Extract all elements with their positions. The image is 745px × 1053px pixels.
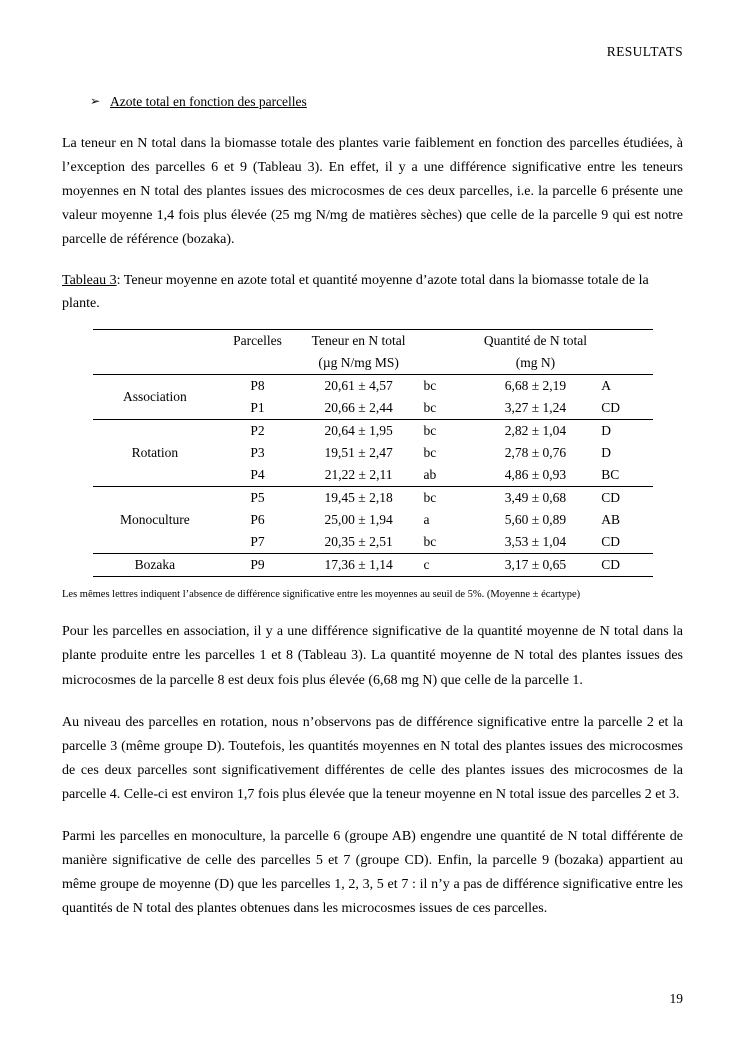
header-parcelles-unit — [217, 352, 297, 375]
header-parcelles: Parcelles — [217, 330, 297, 353]
cell-quantite: 3,53 ± 1,04 — [504, 534, 567, 550]
cell-teneur: 17,36 ± 1,14 — [298, 554, 420, 577]
cell-teneur: 20,61 ± 4,57 — [324, 378, 393, 394]
cell-teneur: 19,45 ± 2,18 — [298, 487, 420, 510]
results-table — [93, 329, 653, 577]
cell-teneur-letter: bc — [423, 534, 437, 550]
cell-quantite: 3,49 ± 0,68 — [474, 487, 598, 510]
header-quantite-unit-spacer — [597, 352, 652, 375]
header-quantite-letter-spacer — [597, 330, 652, 353]
cell-teneur-letter: bc — [423, 445, 437, 461]
group-label: Association — [123, 389, 187, 405]
page-number: 19 — [669, 991, 683, 1006]
table-header-row-2 — [93, 352, 653, 375]
paragraph-4: Parmi les parcelles en monoculture, la parcelle 6 (groupe AB) engendre une quantité de N total différente de manière significative de celle des parcelles 5 et 7 (groupe CD). Enfin, la parcelle 9 (bozaka) appartient au même groupe de moyenne (D) que les parcelles 1, 2, 3, 5 et 7 : il n’y a pas de différence significative entre les quantités de N total des plantes obtenues dans les microcosmes issues de ces parcelles. — [62, 828, 683, 917]
cell-parcelle: P4 — [250, 467, 265, 483]
header-teneur-unit: (µg N/mg MS) — [298, 352, 420, 375]
cell-quantite-letter: AB — [601, 512, 620, 528]
cell-teneur: 19,51 ± 2,47 — [324, 445, 393, 461]
cell-quantite-letter: CD — [601, 400, 620, 416]
cell-quantite-letter: CD — [597, 554, 652, 577]
running-head: RESULTATS — [606, 44, 683, 59]
paragraph-1: La teneur en N total dans la biomasse totale des plantes varie faiblement en fonction des parcelles étudiées, à l’exception des parcelles 6 et 9 (Tableau 3). En effet, il y a une différence significative entre les teneurs moyennes en N total des plantes issues des microcosmes de ces deux parcelles, i.e. la parcelle 6 présente une valeur moyenne 1,4 fois plus élevée (25 mg N/mg de matières sèches) que celle de la parcelle 9 qui est notre parcelle de référence (bozaka). — [62, 136, 683, 248]
group-label: Rotation — [93, 420, 218, 487]
cell-quantite: 3,17 ± 0,65 — [474, 554, 598, 577]
header-group-unit — [93, 352, 218, 375]
cell-teneur-letter: bc — [423, 400, 437, 416]
cell-quantite-letter: D — [597, 420, 652, 443]
cell-parcelle: P8 — [250, 378, 265, 394]
cell-parcelle: P9 — [217, 554, 297, 577]
header-quantite-unit: (mg N) — [474, 352, 598, 375]
cell-teneur-letter: bc — [420, 420, 474, 443]
cell-quantite: 5,60 ± 0,89 — [504, 512, 567, 528]
cell-quantite: 4,86 ± 0,93 — [504, 467, 567, 483]
table-row — [93, 554, 653, 577]
group-label: Bozaka — [93, 554, 218, 577]
cell-teneur: 25,00 ± 1,94 — [324, 512, 393, 528]
table-row — [93, 375, 653, 398]
header-quantite: Quantité de N total — [474, 330, 598, 353]
table-row — [93, 487, 653, 510]
cell-quantite-letter: CD — [597, 487, 652, 510]
table-caption — [62, 270, 683, 315]
cell-parcelle: P2 — [217, 420, 297, 443]
cell-quantite-letter: BC — [601, 467, 620, 483]
cell-quantite-letter: CD — [601, 534, 620, 550]
cell-teneur-letter: c — [420, 554, 474, 577]
paragraph-3: Au niveau des parcelles en rotation, nous n’observons pas de différence significative entre la parcelle 2 et la parcelle 3 (même groupe D). Toutefois, les quantités moyennes en N total des plantes issues des microcosmes de ces deux parcelles sont significativement différentes de celle des plantes issues des microcosmes de la parcelle 4. Celle-ci est environ 1,7 fois plus élevée que la teneur moyenne en N total issue des parcelles 2 et 3. — [62, 714, 683, 802]
cell-quantite: 6,68 ± 2,19 — [504, 378, 567, 394]
cell-quantite: 2,82 ± 1,04 — [474, 420, 598, 443]
cell-quantite: 2,78 ± 0,76 — [504, 445, 567, 461]
cell-teneur-letter: bc — [423, 378, 437, 394]
header-teneur-letter-spacer — [420, 330, 474, 353]
cell-parcelle: P1 — [250, 400, 265, 416]
cell-teneur-letter: bc — [420, 487, 474, 510]
cell-teneur: 20,35 ± 2,51 — [324, 534, 393, 550]
table-row — [93, 420, 653, 443]
cell-teneur-letter: ab — [423, 467, 437, 483]
cell-teneur: 21,22 ± 2,11 — [324, 467, 393, 483]
cell-parcelle: P5 — [217, 487, 297, 510]
table-header-row-1 — [93, 330, 653, 353]
header-group — [93, 330, 218, 353]
cell-parcelle: P6 — [250, 512, 265, 528]
cell-teneur: 20,64 ± 1,95 — [298, 420, 420, 443]
table-caption-label: Tableau 3 — [62, 273, 117, 289]
table-caption-text: : Teneur moyenne en azote total et quantité moyenne d’azote total dans la biomasse totale de la plante. — [62, 273, 649, 311]
bullet-arrow-icon: ➢ — [90, 94, 101, 108]
cell-quantite-letter: D — [601, 445, 611, 461]
cell-teneur-letter: a — [423, 512, 430, 528]
header-teneur: Teneur en N total — [298, 330, 420, 353]
table-footnote: Les mêmes lettres indiquent l’absence de différence significative entre les moyennes au seuil de 5%. (Moyenne ± écartype) — [62, 589, 581, 601]
section-heading — [62, 94, 683, 110]
cell-parcelle: P7 — [250, 534, 265, 550]
cell-teneur: 20,66 ± 2,44 — [324, 400, 393, 416]
paragraph-2: Pour les parcelles en association, il y a une différence significative de la quantité moyenne de N total dans la plante produite entre les parcelles 1 et 8 (Tableau 3). La quantité moyenne de N total des plantes issues des microcosmes de la parcelle 8 est deux fois plus élevée (6,68 mg N) que celle de la parcelle 1. — [62, 624, 683, 688]
cell-parcelle: P3 — [250, 445, 265, 461]
cell-quantite-letter: A — [601, 378, 611, 394]
cell-quantite: 3,27 ± 1,24 — [504, 400, 567, 416]
header-teneur-unit-spacer — [420, 352, 474, 375]
section-heading-label: Azote total en fonction des parcelles — [110, 94, 307, 109]
group-label: Monoculture — [93, 487, 218, 554]
